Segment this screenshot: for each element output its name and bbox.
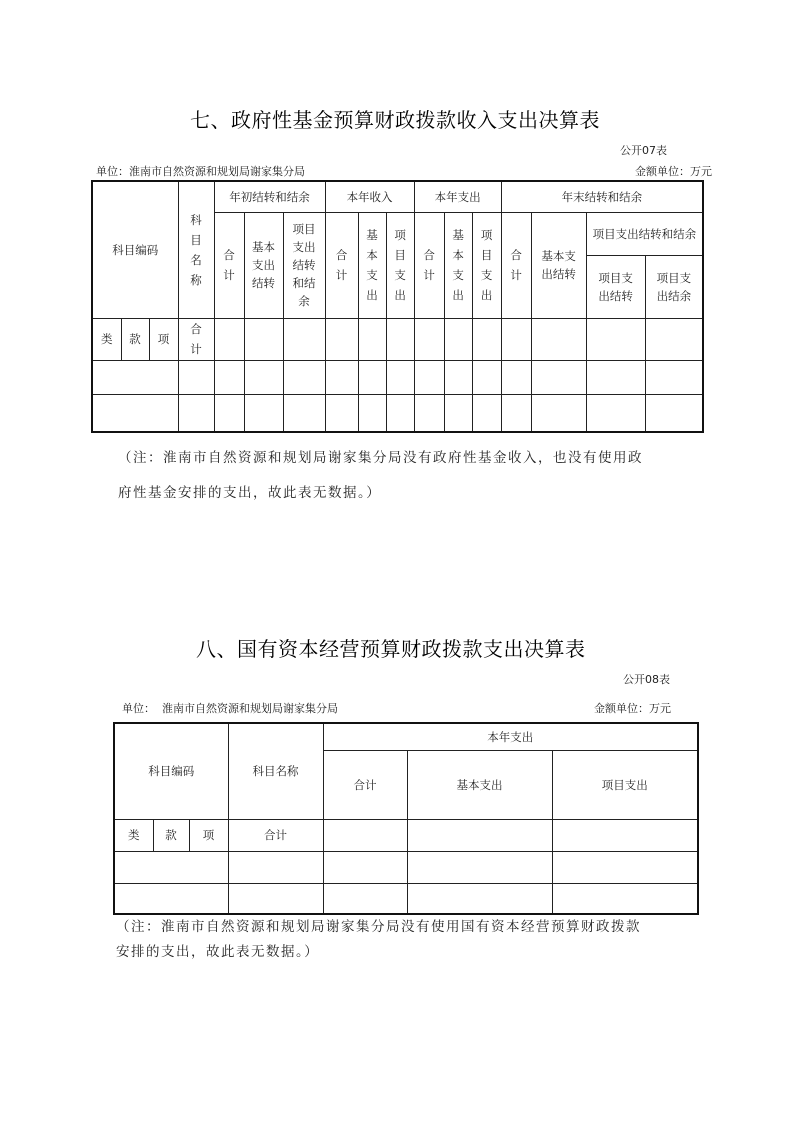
header-expense-total: 合计 bbox=[414, 212, 444, 318]
row-cell bbox=[283, 394, 325, 432]
header-income-total: 合计 bbox=[325, 212, 358, 318]
header-xiang: 项 bbox=[189, 819, 228, 851]
header-subject-name: 科目名称 bbox=[228, 723, 323, 819]
row-cell bbox=[472, 394, 501, 432]
section8-title: 八、国有资本经营预算财政拨款支出决算表 bbox=[196, 637, 586, 661]
row-cell bbox=[325, 360, 358, 394]
header-expense: 本年支出 bbox=[323, 723, 698, 750]
row-cell bbox=[244, 360, 283, 394]
row-code bbox=[114, 883, 228, 914]
header-begin-balance: 年初结转和结余 bbox=[214, 181, 325, 212]
header-xiang: 项 bbox=[149, 318, 178, 360]
header-kuan: 款 bbox=[121, 318, 149, 360]
sum-cell bbox=[645, 318, 703, 360]
row-cell bbox=[531, 360, 586, 394]
header-lei: 类 bbox=[92, 318, 121, 360]
section8-amount-unit: 金额单位：万元 bbox=[594, 702, 671, 715]
section7-amount-unit: 金额单位：万元 bbox=[635, 165, 712, 178]
header-subject-code: 科目编码 bbox=[92, 181, 178, 318]
header-subject-code: 科目编码 bbox=[114, 723, 228, 819]
header-income-project: 项目支出 bbox=[386, 212, 414, 318]
row-cell bbox=[407, 851, 552, 883]
row-cell bbox=[407, 883, 552, 914]
header-end-project-carryover: 项目支出结转 bbox=[586, 255, 645, 318]
section8-unit-label: 单位： 淮南市自然资源和规划局谢家集分局 bbox=[122, 702, 338, 715]
row-code bbox=[114, 851, 228, 883]
table-row bbox=[92, 360, 703, 394]
sum-cell bbox=[472, 318, 501, 360]
row-name bbox=[228, 851, 323, 883]
sum-cell bbox=[283, 318, 325, 360]
row-cell bbox=[414, 394, 444, 432]
sum-cell bbox=[244, 318, 283, 360]
row-cell bbox=[472, 360, 501, 394]
row-cell bbox=[283, 360, 325, 394]
table-row bbox=[92, 394, 703, 432]
section7-title: 七、政府性基金预算财政拨款收入支出决算表 bbox=[190, 108, 600, 132]
header-begin-total: 合计 bbox=[214, 212, 244, 318]
row-cell bbox=[323, 851, 407, 883]
row-cell bbox=[645, 360, 703, 394]
row-cell bbox=[586, 394, 645, 432]
sum-cell bbox=[407, 819, 552, 851]
row-cell bbox=[214, 360, 244, 394]
table-row bbox=[114, 851, 698, 883]
section8-note-line2: 安排的支出，故此表无数据。） bbox=[116, 944, 320, 960]
row-cell bbox=[214, 394, 244, 432]
row-cell bbox=[444, 360, 472, 394]
row-cell bbox=[386, 360, 414, 394]
sum-cell bbox=[414, 318, 444, 360]
row-cell bbox=[244, 394, 283, 432]
row-cell bbox=[645, 394, 703, 432]
sum-cell bbox=[501, 318, 531, 360]
header-expense-basic: 基本支出 bbox=[444, 212, 472, 318]
row-name bbox=[228, 883, 323, 914]
header-sum: 合计 bbox=[178, 318, 214, 360]
header-income: 本年收入 bbox=[325, 181, 414, 212]
header-project-expense: 项目支出 bbox=[552, 750, 698, 819]
row-cell bbox=[586, 360, 645, 394]
section7-table-code: 公开07表 bbox=[620, 144, 667, 157]
row-cell bbox=[531, 394, 586, 432]
row-cell bbox=[414, 360, 444, 394]
row-cell bbox=[325, 394, 358, 432]
header-expense-project: 项目支出 bbox=[472, 212, 501, 318]
row-cell bbox=[323, 883, 407, 914]
header-begin-project-carryover: 项目支出结转和结余 bbox=[283, 212, 325, 318]
header-income-basic: 基本支出 bbox=[358, 212, 386, 318]
row-code bbox=[92, 394, 178, 432]
row-cell bbox=[444, 394, 472, 432]
section8-note-line1: （注：淮南市自然资源和规划局谢家集分局没有使用国有资本经营预算财政拨款 bbox=[116, 919, 641, 935]
section8-table-code: 公开08表 bbox=[623, 673, 670, 686]
header-begin-basic-carryover: 基本支出结转 bbox=[244, 212, 283, 318]
row-cell bbox=[358, 394, 386, 432]
sum-cell bbox=[386, 318, 414, 360]
header-end-project-group: 项目支出结转和结余 bbox=[586, 212, 703, 255]
header-lei: 类 bbox=[114, 819, 153, 851]
row-name bbox=[178, 394, 214, 432]
sum-cell bbox=[444, 318, 472, 360]
sum-cell bbox=[358, 318, 386, 360]
section7-note-line1: （注：淮南市自然资源和规划局谢家集分局没有政府性基金收入，也没有使用政 bbox=[118, 450, 643, 466]
section8-table bbox=[113, 722, 699, 915]
row-cell bbox=[501, 394, 531, 432]
section7-note-line2: 府性基金安排的支出，故此表无数据。） bbox=[118, 485, 382, 501]
header-end-total: 合计 bbox=[501, 212, 531, 318]
sum-cell bbox=[552, 819, 698, 851]
header-basic-expense: 基本支出 bbox=[407, 750, 552, 819]
section7-unit-label: 单位：淮南市自然资源和规划局谢家集分局 bbox=[96, 165, 305, 178]
row-cell bbox=[501, 360, 531, 394]
sum-cell bbox=[586, 318, 645, 360]
row-name bbox=[178, 360, 214, 394]
header-end-basic-carryover: 基本支出结转 bbox=[531, 212, 586, 318]
header-expense: 本年支出 bbox=[414, 181, 501, 212]
sum-cell bbox=[325, 318, 358, 360]
header-sum: 合计 bbox=[228, 819, 323, 851]
row-cell bbox=[386, 394, 414, 432]
table-row bbox=[114, 883, 698, 914]
header-end-project-balance: 项目支出结余 bbox=[645, 255, 703, 318]
section7-table bbox=[91, 180, 704, 433]
header-end-balance: 年末结转和结余 bbox=[501, 181, 703, 212]
row-cell bbox=[358, 360, 386, 394]
sum-cell bbox=[531, 318, 586, 360]
header-subject-name: 科目名称 bbox=[178, 181, 214, 318]
sum-cell bbox=[323, 819, 407, 851]
row-code bbox=[92, 360, 178, 394]
row-cell bbox=[552, 883, 698, 914]
header-kuan: 款 bbox=[153, 819, 189, 851]
header-total: 合计 bbox=[323, 750, 407, 819]
sum-cell bbox=[214, 318, 244, 360]
row-cell bbox=[552, 851, 698, 883]
